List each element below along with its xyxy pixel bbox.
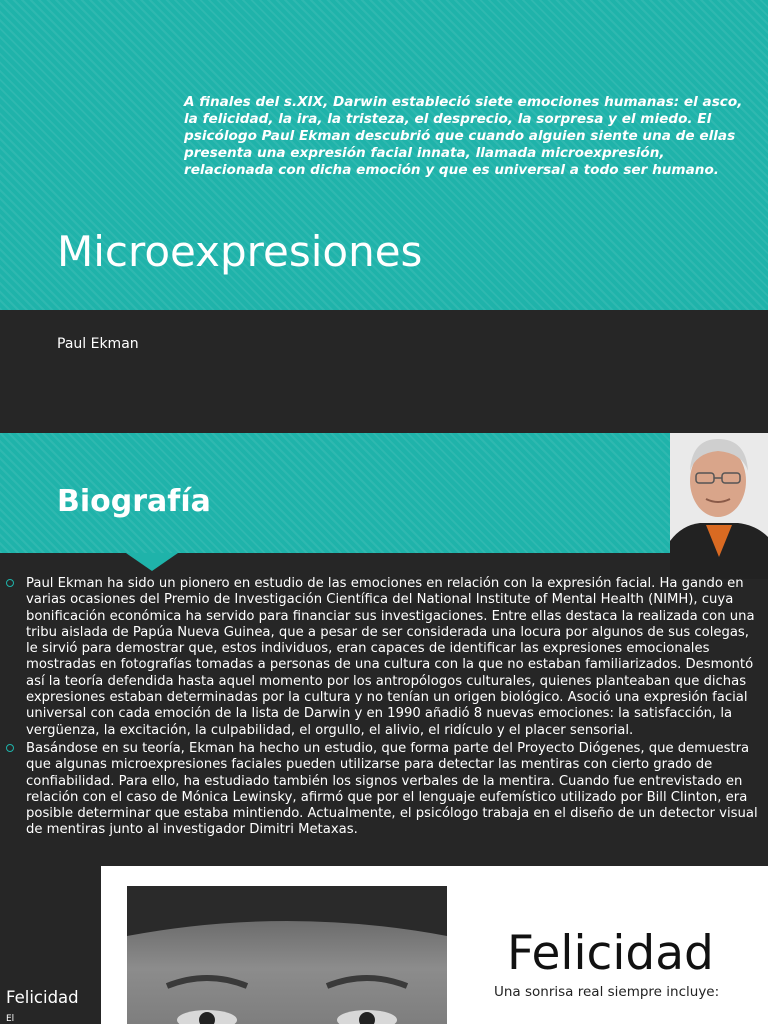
bullet-text: Basándose en su teoría, Ekman ha hecho un estudio, que forma parte del Proyecto Diógenes, que demuestra que algunas microexpresiones faciales pueden utilizarse para detectar las mentiras con cierto grado de confiabilidad. Para ello, ha estudiado también los signos verbales de la mentira. Cuando fue entrevistado en relación con el caso de Mónica Lewinsky, afirmó que por el lenguaje eufemístico utilizado por Bill Clinton, era posible determinar que estaba mintiendo. Actualmente, el psicólogo trabaja en el diseño de un detector visual de mentiras junto al investigador Dimitri Metaxas. — [26, 740, 758, 838]
bullet-icon — [6, 579, 14, 587]
page-title: Microexpresiones — [57, 227, 423, 276]
intro-quote: A finales del s.XIX, Darwin estableció siete emociones humanas: el asco, la felicidad, la ira, la tristeza, el desprecio, la sorpresa y el miedo. El psicólogo Paul Ekman descubrió que cuando alguien siente una de ellas presenta una expresión facial innata, llamada microexpresión, relacionada con dicha emoción y que es universal a todo ser humano. — [184, 94, 743, 178]
slide3-label: Felicidad — [6, 988, 79, 1007]
felicidad-subheading: Una sonrisa real siempre incluye: — [494, 984, 720, 1000]
portrait-photo — [670, 433, 768, 579]
face-photo — [127, 886, 447, 1024]
author-subtitle: Paul Ekman — [57, 336, 139, 352]
felicidad-image — [101, 866, 768, 1024]
section-title: Biografía — [57, 484, 211, 519]
list-item — [0, 741, 768, 839]
biography-list — [0, 576, 768, 841]
slide2-notch — [126, 553, 178, 571]
slide1-header — [0, 0, 768, 310]
bullet-icon — [6, 744, 14, 752]
bullet-text: Paul Ekman ha sido un pionero en estudio de las emociones en relación con la expresión facial. Ha gando en varias ocasiones del Premio de Investigación Científica del National Institute of Mental Health (NIMH), cuya bonificación económica ha servido para financiar sus investigaciones. Entre ellas destaca la realizada con una tribu aislada de Papúa Nueva Guinea, que a pesar de ser considerada una locura por algunos de sus colegas, le sirvió para demostrar que, estos individuos, eran capaces de identificar las expresiones emocionales mostradas en fotografías tomadas a personas de una cultura con la que no estaban familiarizados. Desmontó así la teoría defendida hasta aquel momento por los antropólogos culturales, quienes planteaban que dichas expresiones estaban determinadas por la cultura y no tenían un origen biológico. Asoció una expresión facial universal con cada emoción de la lista de Darwin y en 1990 añadió 8 nuevas emociones: la satisfacción, la vergüenza, la excitación, la culpabilidad, el orgullo, el alivio, el ridículo y el placer sensorial. — [26, 576, 755, 738]
slide3-small-text: El — [6, 1014, 15, 1024]
face-eyes-figure — [127, 886, 447, 1024]
list-item — [0, 576, 768, 739]
felicidad-heading: Felicidad — [507, 926, 714, 981]
slide2-header — [0, 433, 768, 553]
portrait-figure — [670, 433, 768, 579]
slide1-footer — [0, 310, 768, 433]
